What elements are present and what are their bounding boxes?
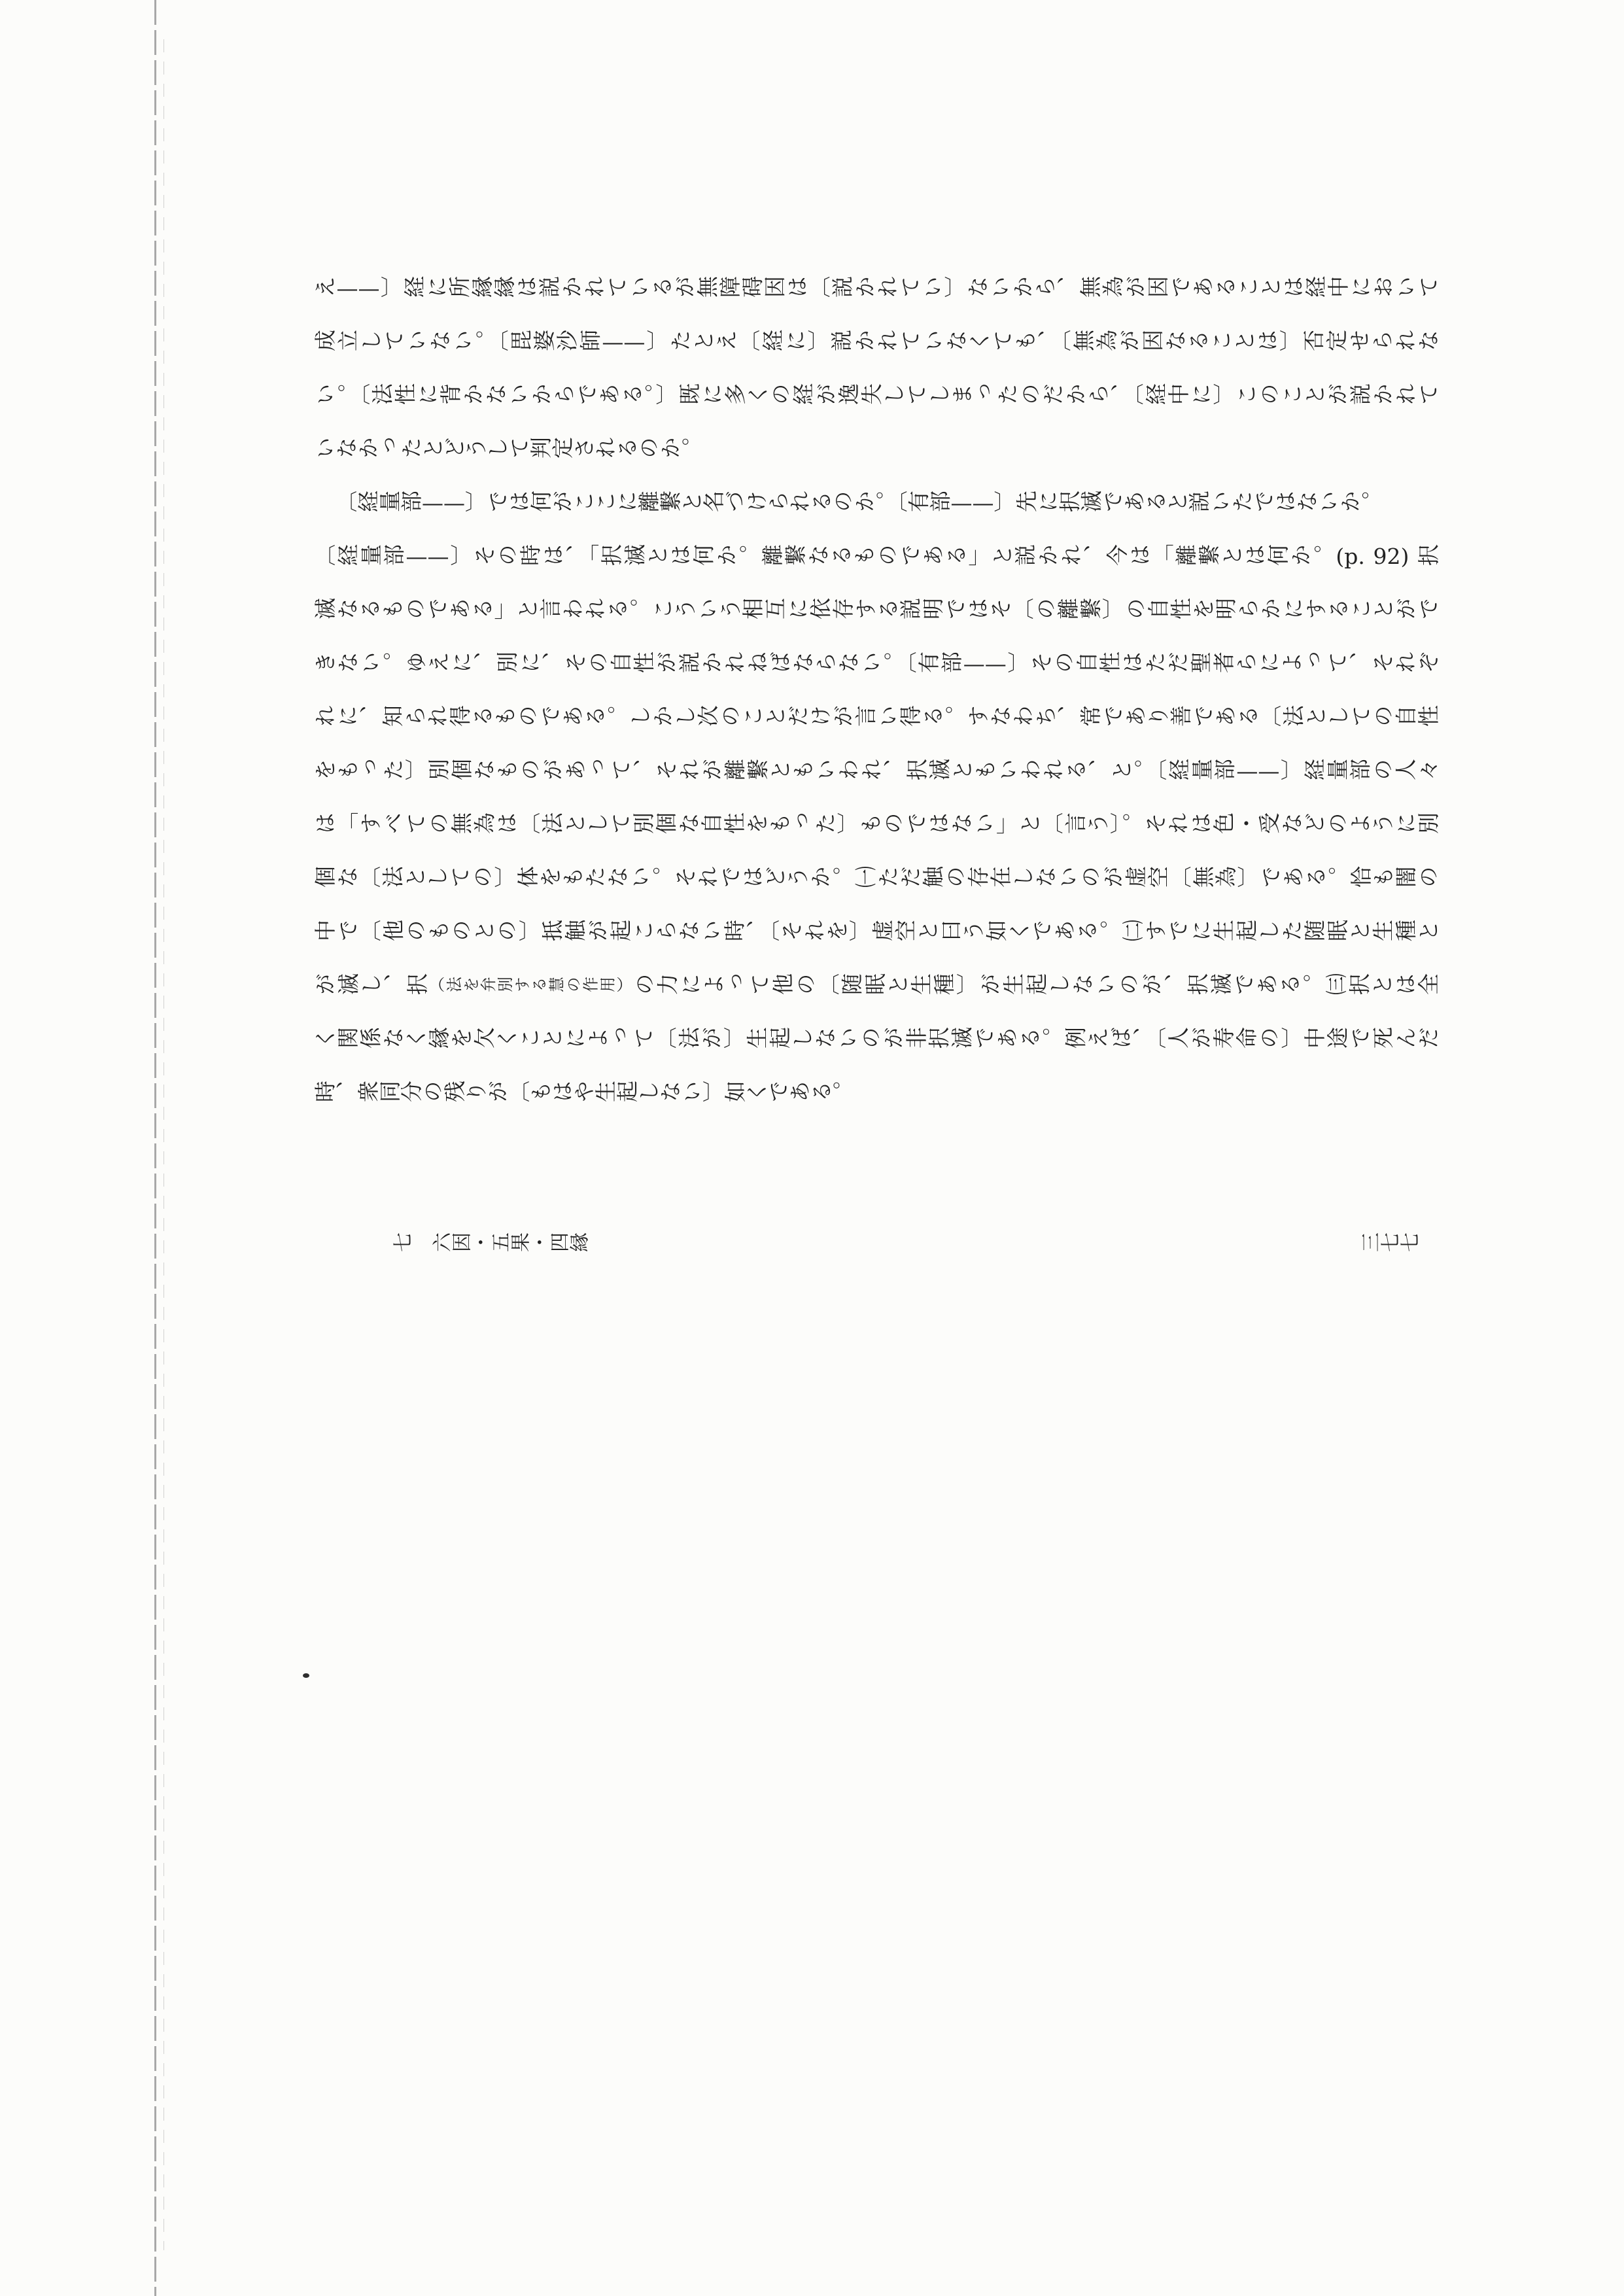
text-line: い。〔法性に背かないからである。〕既に多くの経が逸失してしまったのだから、〔経中に〕このことが説かれて [314, 383, 1439, 408]
text-line: は「すべての無為は〔法として別個な自性をもった〕ものではない」と〔言う〕。それは色・受などのように別 [314, 812, 1439, 837]
text-line: 時、衆同分の残りが〔もはや生起しない〕如くである。 [314, 1080, 854, 1105]
text-line: れに、知られ得るものである。しかし次のことだけが言い得る。すなわち、常であり善である〔法としての自性 [314, 704, 1439, 730]
text-line: 〔経量部——〕その時は、「択滅とは何か。離繋なるものである」と説かれ、今は「離繋とは何か。(p. 92) 択 [314, 544, 1439, 569]
book-page [314, 262, 1439, 1272]
text-segment: の力によって他の〔随眠と生種〕が生起しないのが、択滅である。㈢択とは全 [633, 973, 1439, 998]
text-line: きない。ゆえに、別に、その自性が説かれねばならない。〔有部——〕その自性はただ聖者らによって、それぞ [314, 651, 1439, 676]
text-line: 成立していない。〔毘婆沙師——〕たとえ〔経に〕説かれていなくても、〔無為が因なることは〕否定せられな [314, 329, 1439, 355]
running-head [314, 1218, 1439, 1272]
text-line: え——〕経に所縁縁は説かれているが無障碍因は〔説かれてい〕ないから、無為が因であることは経中において [314, 275, 1439, 301]
chapter-title: 七 六因・五果・四縁 [392, 1233, 589, 1256]
text-line: いなかったとどうして判定されるのか。 [314, 436, 702, 462]
text-segment: が滅し、択 [314, 973, 430, 998]
scan-speck [303, 1673, 309, 1678]
interlinear-note: （法を弁別する慧の作用） [429, 977, 634, 995]
text-line: 〔経量部——〕では何がここに離繋と名づけられるのか。〔有部——〕先に択滅であると説いたではないか。 [336, 490, 1383, 515]
text-line [314, 959, 1439, 1013]
text-line: をもった〕別個なものがあって、それが離繋ともいわれ、択滅ともいわれる、と。〔経量部——〕経量部の人々 [314, 758, 1439, 784]
text-line: 中で〔他のものとの〕抵触が起こらない時、〔それを〕虚空と曰う如くである。㈡すでに生起した随眠と生種と [314, 919, 1439, 945]
margin-gap [314, 1120, 1439, 1218]
text-line: 個な〔法としての〕体をもたない。それではどうか。㈠ただ触の存在しないのが虚空〔無為〕である。恰も闇の [314, 865, 1439, 891]
text-line: く関係なく縁を欠くことによって〔法が〕生起しないのが非択滅である。例えば、〔人が寿命の〕中途で死んだ [314, 1026, 1439, 1052]
page-number: 三七七 [1360, 1233, 1419, 1256]
text-line: 滅なるものである」と言われる。こういう相互に依存する説明ではそ〔の離繋〕の自性を明らかにすることがで [314, 597, 1439, 623]
scanner-edge-line [154, 0, 156, 2296]
